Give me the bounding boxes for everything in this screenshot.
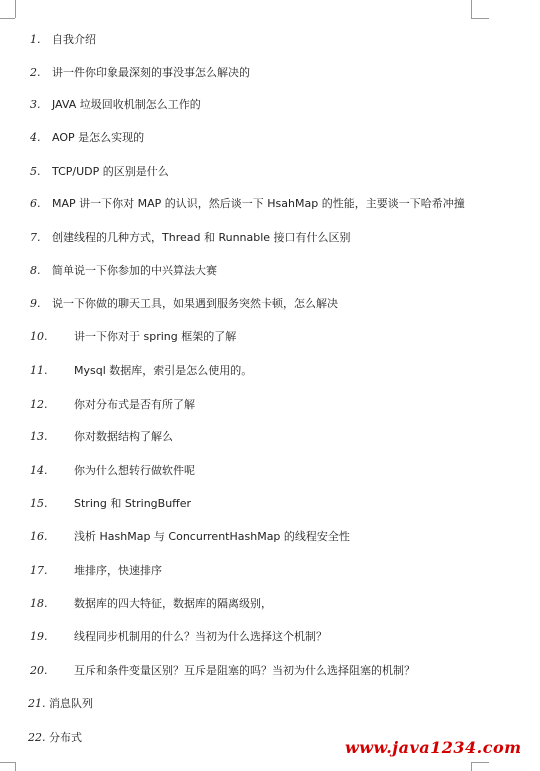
- item-number: 21.: [28, 697, 46, 710]
- page-corner-mark: [471, 18, 489, 19]
- page-corner-mark: [471, 0, 472, 18]
- item-number: 8.: [30, 264, 41, 277]
- item-text: 消息队列: [49, 697, 93, 710]
- item-number: 16.: [30, 530, 48, 543]
- item-number: 7.: [30, 231, 41, 244]
- item-text: AOP 是怎么实现的: [52, 131, 145, 144]
- page-corner-mark: [0, 762, 15, 763]
- page-corner-mark: [15, 0, 16, 18]
- item-number: 18.: [30, 597, 48, 610]
- item-text: 简单说一下你参加的中兴算法大赛: [52, 264, 217, 277]
- item-text: 分布式: [49, 731, 82, 744]
- item-number: 22.: [28, 731, 46, 744]
- item-number: 14.: [30, 464, 48, 477]
- item-text: TCP/UDP 的区别是什么: [52, 165, 169, 178]
- item-text: 创建线程的几种方式，Thread 和 Runnable 接口有什么区别: [52, 231, 351, 244]
- item-text: 自我介绍: [52, 33, 96, 46]
- item-text: 说一下你做的聊天工具，如果遇到服务突然卡顿，怎么解决: [52, 297, 338, 310]
- item-text: String 和 StringBuffer: [74, 497, 192, 510]
- item-number: 3.: [30, 98, 41, 111]
- item-number: 9.: [30, 297, 41, 310]
- item-number: 19.: [30, 630, 48, 643]
- page-corner-mark: [471, 762, 472, 771]
- watermark-logo: www.java1234.com: [345, 738, 522, 757]
- item-text: Mysql 数据库，索引是怎么使用的。: [74, 364, 253, 377]
- item-text: 数据库的四大特征，数据库的隔离级别，: [74, 597, 272, 610]
- item-number: 17.: [30, 564, 48, 577]
- item-number: 12.: [30, 398, 48, 411]
- item-text: 讲一下你对于 spring 框架的了解: [74, 330, 237, 343]
- item-number: 13.: [30, 430, 48, 443]
- item-text: 你对分布式是否有所了解: [74, 398, 195, 411]
- item-text: 浅析 HashMap 与 ConcurrentHashMap 的线程安全性: [74, 530, 350, 543]
- item-text: 你为什么想转行做软件呢: [74, 464, 195, 477]
- item-text: JAVA 垃圾回收机制怎么工作的: [52, 98, 201, 111]
- item-text: MAP 讲一下你对 MAP 的认识，然后谈一下 HsahMap 的性能，主要谈一下哈希冲撞: [52, 197, 465, 210]
- page-corner-mark: [0, 18, 15, 19]
- item-number: 5.: [30, 165, 41, 178]
- item-number: 10.: [30, 330, 48, 343]
- page-corner-mark: [471, 762, 489, 763]
- item-number: 11.: [30, 364, 48, 377]
- item-text: 你对数据结构了解么: [74, 430, 173, 443]
- item-text: 堆排序，快速排序: [74, 564, 162, 577]
- item-number: 6.: [30, 197, 41, 210]
- item-number: 1.: [30, 33, 41, 46]
- page-corner-mark: [15, 762, 16, 771]
- item-number: 4.: [30, 131, 41, 144]
- item-number: 20.: [30, 664, 48, 677]
- item-text: 讲一件你印象最深刻的事没事怎么解决的: [52, 66, 250, 79]
- item-number: 2.: [30, 66, 41, 79]
- item-text: 互斥和条件变量区别？互斥是阻塞的吗？当初为什么选择阻塞的机制？: [74, 664, 415, 677]
- item-text: 线程同步机制用的什么？当初为什么选择这个机制？: [74, 630, 327, 643]
- item-number: 15.: [30, 497, 48, 510]
